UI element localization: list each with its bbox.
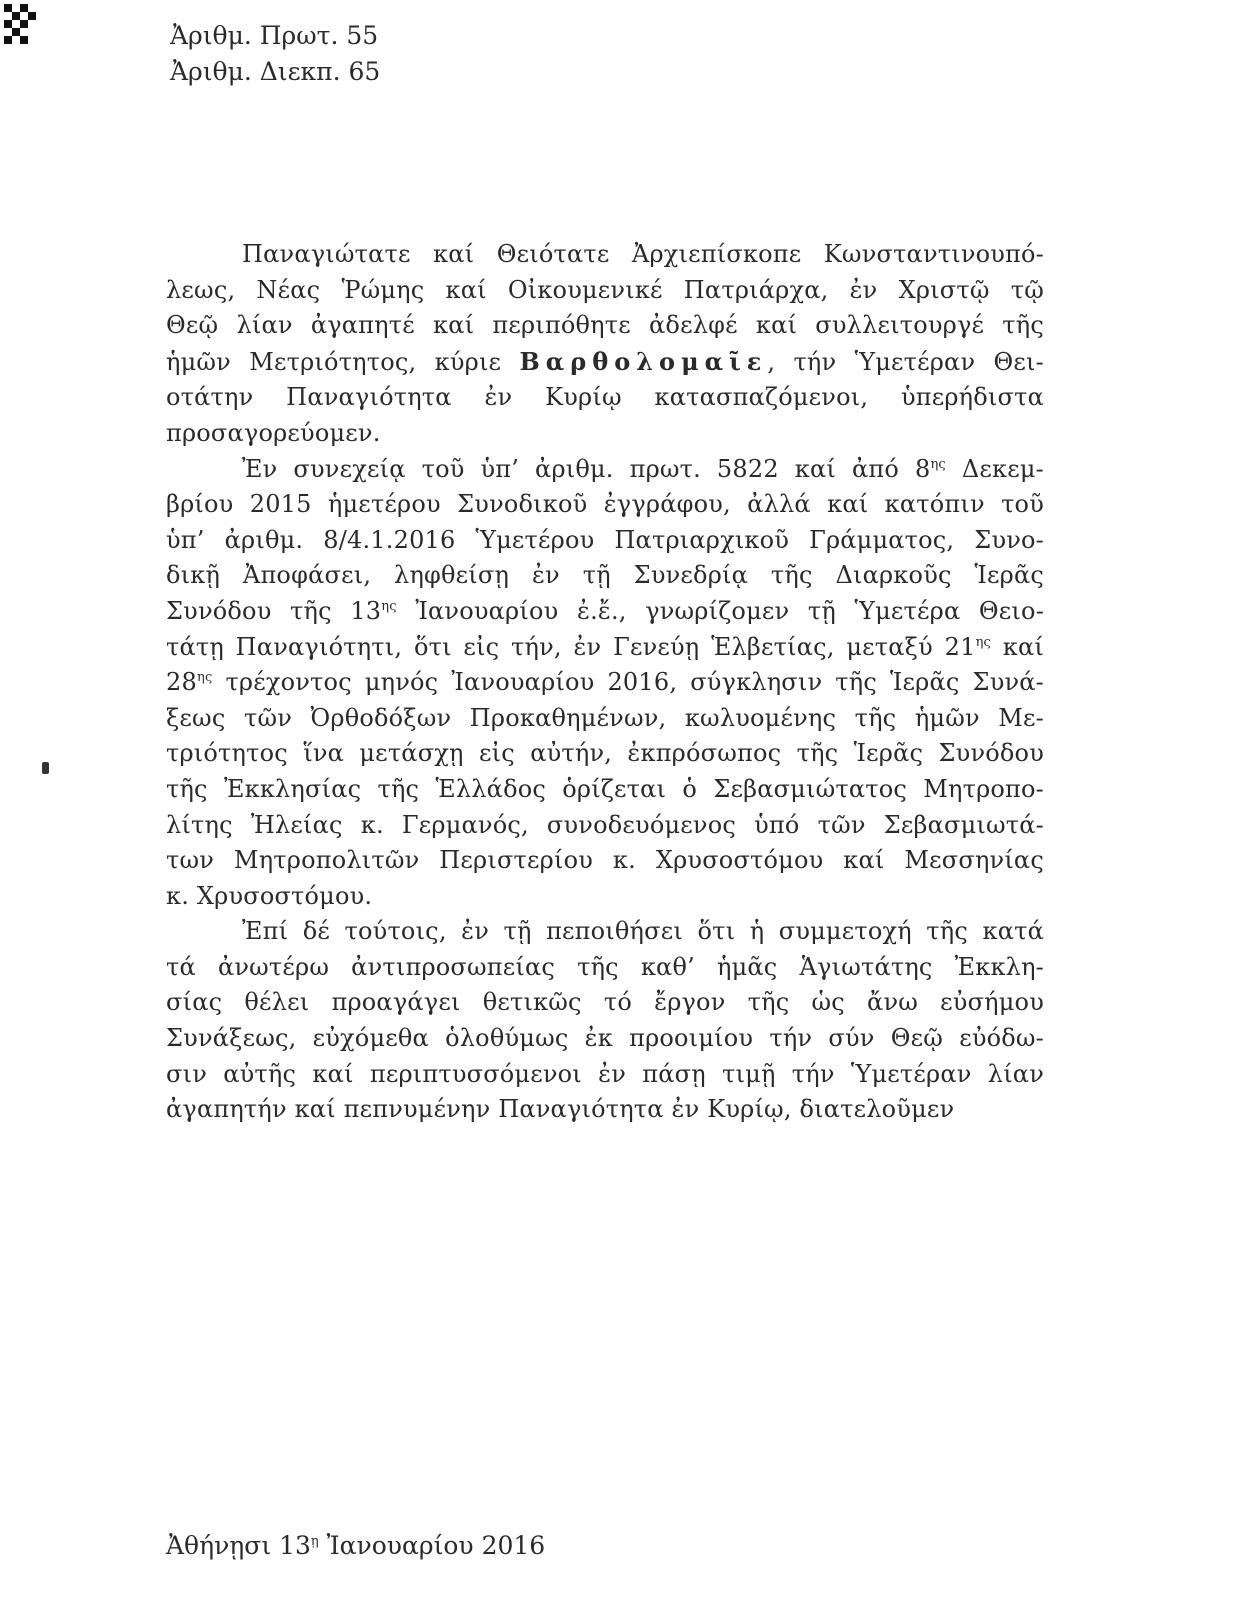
text-segment: Ἰανουαρίου ἐ.ἔ., γνωρίζομεν τῇ Ὑμετέρα Θειο- <box>396 596 1044 625</box>
text-line: λίτης Ἠλείας κ. Γερμανός, συνοδευόμενος ὑπό τῶν Σεβασμιωτά- <box>166 810 1044 839</box>
letter-date <box>166 1528 545 1564</box>
date-place-day: Ἀθήνῃσι 13 <box>166 1531 311 1560</box>
text-line <box>166 452 1044 488</box>
ordinal-suffix: ης <box>381 598 397 614</box>
text-line: Παναγιώτατε καί Θειότατε Ἀρχιεπίσκοπε Κωνσταντινουπό- <box>242 240 1044 268</box>
text-line <box>166 594 1044 630</box>
text-line: των Μητροπολιτῶν Περιστερίου κ. Χρυσοστόμου καί Μεσσηνίας <box>166 846 1044 875</box>
text-line: τά ἀνωτέρω ἀντιπροσωπείας τῆς καθ’ ἡμᾶς Ἁγιωτάτης Ἐκκλη- <box>166 952 1044 981</box>
text-segment: τρέχοντος μηνός Ἰανουαρίου 2016, σύγκλησιν τῆς Ἱερᾶς Συνά- <box>212 668 1044 697</box>
text-line: σιν αὐτῆς καί περιπτυσσόμενοι ἐν πάσῃ τιμῇ τήν Ὑμετέραν λίαν <box>166 1059 1044 1088</box>
text-segment: Δεκεμ- <box>945 454 1044 483</box>
text-segment: 28 <box>166 668 197 697</box>
paragraph-announcement <box>166 452 1044 915</box>
text-line: κ. Χρυσοστόμου. <box>166 881 373 910</box>
ordinal-suffix: ης <box>975 634 992 650</box>
text-segment: Συνόδου τῆς 13 <box>166 596 382 625</box>
paragraph-closing <box>166 914 1044 1128</box>
text-line: προσαγορεύομεν. <box>166 418 381 447</box>
text-line: ξεως τῶν Ὀρθοδόξων Προκαθημένων, κωλυομένης τῆς ἡμῶν Με- <box>166 703 1044 732</box>
text-line: δικῇ Ἀποφάσει, ληφθείσῃ ἐν τῇ Συνεδρίᾳ τῆς Διαρκοῦς Ἱερᾶς <box>166 561 1044 590</box>
text-line: ὑπ’ ἀριθμ. 8/4.1.2016 Ὑμετέρου Πατριαρχικοῦ Γράμματος, Συνο- <box>166 525 1044 554</box>
text-segment: ἡμῶν Μετριότητος, κύριε <box>166 347 502 376</box>
text-line <box>166 630 1044 666</box>
text-segment: Ἐν συνεχείᾳ τοῦ ὑπ’ ἀριθμ. πρωτ. 5822 καί ἀπό 8 <box>242 454 931 483</box>
text-line: τριότητος ἵνα μετάσχῃ εἰς αὐτήν, ἐκπρόσωπος τῆς Ἱερᾶς Συνόδου <box>166 739 1044 768</box>
letter-body <box>166 237 1044 1128</box>
ordinal-suffix: ης <box>196 670 213 686</box>
date-month-year: Ἰανουαρίου 2016 <box>318 1531 546 1560</box>
text-segment: καί <box>991 632 1045 661</box>
dispatch-number: Ἀριθμ. Διεκπ. 65 <box>170 57 381 86</box>
text-line: Ἐπί δέ τούτοις, ἐν τῇ πεποιθήσει ὅτι ἡ συμμετοχή τῆς κατά <box>242 917 1044 946</box>
text-line <box>166 344 1044 381</box>
text-line: σίας θέλει προαγάγει θετικῶς τό ἔργον τῆς ὡς ἄνω εὐσήμου <box>166 988 1044 1017</box>
margin-mark <box>42 762 49 774</box>
text-line: Θεῷ λίαν ἀγαπητέ καί περιπόθητε ἀδελφέ καί συλλειτουργέ τῆς <box>166 311 1044 340</box>
text-line: ἀγαπητήν καί πεπνυμένην Παναγιότητα ἐν Κυρίῳ, διατελοῦμεν <box>166 1095 955 1124</box>
protocol-numbers <box>170 18 380 90</box>
text-line: οτάτην Παναγιότητα ἐν Κυρίῳ κατασπαζόμενοι, ὑπερήδιστα <box>166 383 1044 412</box>
patriarch-name: Βαρθολομαῖε <box>519 346 768 376</box>
text-segment: τάτῃ Παναγιότητι, ὅτι εἰς τήν, ἐν Γενεύῃ Ἑλβετίας, μεταξύ 21 <box>166 632 976 661</box>
text-line: βρίου 2015 ἡμετέρου Συνοδικοῦ ἐγγράφου, ἀλλά καί κατόπιν τοῦ <box>166 490 1044 519</box>
date-ordinal-suffix: ῃ <box>310 1534 319 1549</box>
text-line: τῆς Ἐκκλησίας τῆς Ἑλλάδος ὁρίζεται ὁ Σεβασμιώτατος Μητροπο- <box>166 774 1044 803</box>
paragraph-salutation <box>166 237 1044 452</box>
text-line: Συνάξεως, εὐχόμεθα ὁλοθύμως ἐκ προοιμίου τήν σύν Θεῷ εὐόδω- <box>166 1024 1044 1053</box>
text-line: λεως, Νέας Ῥώμης καί Οἰκουμενικέ Πατριάρχα, ἐν Χριστῷ τῷ <box>166 275 1044 304</box>
corner-checker-mark <box>2 2 46 46</box>
text-line <box>166 665 1044 701</box>
text-segment: , τήν Ὑμετέραν Θει- <box>767 347 1044 376</box>
ordinal-suffix: ης <box>930 456 946 472</box>
protocol-number: Ἀριθμ. Πρωτ. 55 <box>170 21 379 50</box>
